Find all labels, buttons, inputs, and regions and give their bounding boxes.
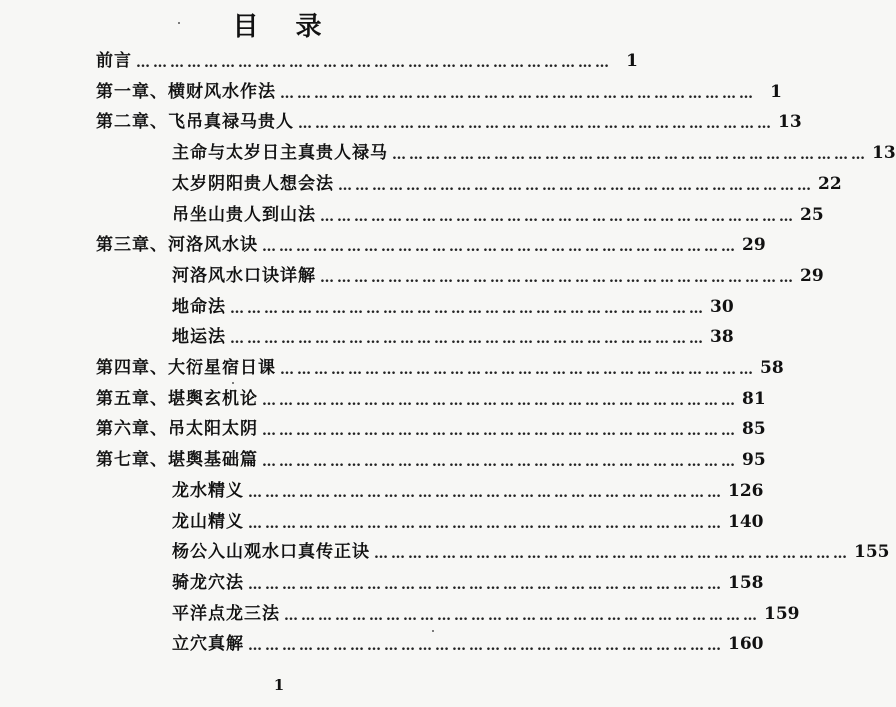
toc-entry-page: 29 xyxy=(800,265,824,286)
toc-entry-label: 主命与太岁日主真贵人禄马 xyxy=(172,143,388,164)
toc-entry xyxy=(172,318,734,348)
toc-entry xyxy=(96,441,766,471)
leader-dots: ………………………………………………………………………… xyxy=(338,177,814,194)
leader-dots: ………………………………………………………………………… xyxy=(262,239,738,256)
footer-page-number: 1 xyxy=(273,676,285,694)
scan-speck xyxy=(232,382,234,384)
toc-entry-page: 22 xyxy=(818,173,842,194)
toc-entry-page: 30 xyxy=(710,296,734,317)
page-title: 目 录 xyxy=(232,12,336,42)
toc-entry xyxy=(172,472,764,502)
toc-entry-label: 地命法 xyxy=(172,296,226,317)
toc-entry xyxy=(96,349,784,379)
toc-entry-page: 13 xyxy=(778,112,802,133)
toc-entry-label: 第五章、堪舆玄机论 xyxy=(96,388,258,409)
toc-entry-label: 第七章、堪舆基础篇 xyxy=(96,450,258,471)
toc-entry-page: 58 xyxy=(760,358,784,378)
leader-dots: ………………………………………………………………………… xyxy=(248,638,724,655)
leader-dots: ………………………………………………………………………… xyxy=(248,515,724,532)
toc-entry-label: 太岁阴阳贵人想会法 xyxy=(172,173,334,194)
toc-entry xyxy=(172,288,734,318)
toc-entry-label: 河洛风水口诀详解 xyxy=(172,265,316,286)
leader-dots: ………………………………………………………………………… xyxy=(262,423,738,440)
toc-entry-page: 29 xyxy=(742,235,766,256)
leader-dots: ………………………………………………………………………… xyxy=(248,484,724,501)
toc-entry-label: 第一章、横财风水作法 xyxy=(96,81,276,102)
leader-dots: ………………………………………………………………………… xyxy=(230,331,706,348)
toc-entry-page: 85 xyxy=(742,419,766,440)
toc-entry-page: 1 xyxy=(626,51,638,71)
toc-entry-label: 第二章、飞吊真禄马贵人 xyxy=(96,112,294,133)
toc-entry-page: 81 xyxy=(742,388,766,409)
toc-entry-label: 第三章、河洛风水诀 xyxy=(96,235,258,256)
toc-entry-page: 126 xyxy=(728,480,764,501)
toc-entry-label: 龙山精义 xyxy=(172,511,244,532)
toc-entry-page: 25 xyxy=(800,204,824,225)
leader-dots: ………………………………………………………………………… xyxy=(392,147,868,164)
toc-entry-label: 杨公入山观水口真传正诀 xyxy=(172,542,370,563)
scan-speck xyxy=(178,22,180,24)
leader-dots: ………………………………………………………………………… xyxy=(284,607,760,624)
leader-dots: ………………………………………………………………………… xyxy=(136,55,612,71)
toc-entry-label: 第四章、大衍星宿日课 xyxy=(96,358,276,378)
toc-entry-page: 155 xyxy=(854,542,890,563)
toc-entry-page: 95 xyxy=(742,450,766,471)
toc-entry xyxy=(96,42,638,72)
toc-entry xyxy=(96,226,766,256)
toc-entry-page: 159 xyxy=(764,603,800,624)
toc-entry-page: 38 xyxy=(710,327,734,348)
toc-entry xyxy=(172,595,800,625)
toc-entry xyxy=(96,73,782,103)
toc-entry xyxy=(172,134,896,164)
toc-entry xyxy=(96,380,766,410)
leader-dots: ………………………………………………………………………… xyxy=(230,300,706,317)
leader-dots: ………………………………………………………………………… xyxy=(298,116,774,133)
toc-entry-page: 13 xyxy=(872,143,896,164)
toc-entry-label: 吊坐山贵人到山法 xyxy=(172,204,316,225)
toc-entry-page: 1 xyxy=(770,81,782,102)
toc-entry-page: 160 xyxy=(728,634,764,655)
toc-entry-label: 龙水精义 xyxy=(172,480,244,501)
toc-entry-label: 骑龙穴法 xyxy=(172,572,244,593)
leader-dots: ………………………………………………………………………… xyxy=(320,269,796,286)
toc-entry xyxy=(172,625,764,655)
toc-entry-label: 第六章、吊太阳太阴 xyxy=(96,419,258,440)
toc-entry xyxy=(172,533,890,563)
leader-dots: ………………………………………………………………………… xyxy=(374,546,850,563)
toc-entry xyxy=(172,196,824,226)
leader-dots: ………………………………………………………………………… xyxy=(280,362,756,378)
toc-entry xyxy=(172,257,824,287)
toc-entry-label: 地运法 xyxy=(172,327,226,348)
scan-speck xyxy=(432,630,434,632)
leader-dots: ………………………………………………………………………… xyxy=(262,454,738,471)
leader-dots: ………………………………………………………………………… xyxy=(320,208,796,225)
toc-entry xyxy=(172,165,842,195)
leader-dots: ………………………………………………………………………… xyxy=(280,85,756,102)
toc-entry-label: 前言 xyxy=(96,51,132,71)
leader-dots: ………………………………………………………………………… xyxy=(248,576,724,593)
toc-entry xyxy=(96,410,766,440)
toc-entry xyxy=(172,564,764,594)
leader-dots: ………………………………………………………………………… xyxy=(262,392,738,409)
toc-entry xyxy=(172,503,764,533)
toc-entry-page: 140 xyxy=(728,511,764,532)
toc-entry-label: 立穴真解 xyxy=(172,634,244,655)
toc-entry-label: 平洋点龙三法 xyxy=(172,603,280,624)
toc-entry-page: 158 xyxy=(728,572,764,593)
toc-entry xyxy=(96,103,802,133)
